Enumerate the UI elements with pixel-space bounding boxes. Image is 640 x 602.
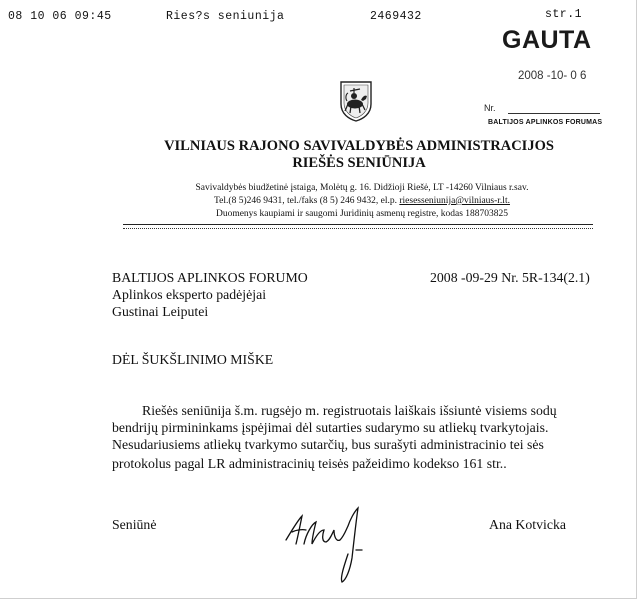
contact-line [0, 195, 636, 207]
received-organization: BALTIJOS APLINKOS FORUMAS [488, 119, 603, 126]
contact-email: riesesseniunija@vilniaus-r.lt. [399, 196, 510, 206]
organization-name: VILNIAUS RAJONO SAVIVALDYBĖS ADMINISTRACIJOS [164, 138, 554, 154]
body-line: protokolus pagal LR administracinių teisės pažeidimo kodekso 161 str.. [112, 456, 507, 471]
recipient-position: Aplinkos eksperto padėjėjai [112, 287, 267, 302]
fax-number: 2469432 [370, 10, 422, 23]
body-line: Nesudariusiems atliekų tvarkymo sutarčių, bus surašyti administracinio tei sės [112, 437, 544, 452]
organization-subdivision: RIEŠĖS SENIŪNIJA [292, 155, 426, 171]
letterhead-divider [123, 224, 593, 225]
address-line: Savivaldybės biudžetinė įstaiga, Molėtų g. 16. Didžioji Riešė, LT -14260 Vilniaus r.sav. [195, 183, 529, 193]
body-line: bendrijų pirmininkams įspėjimai dėl sutarties sudarymo su atliekų tvarkytojais. [112, 420, 549, 435]
received-stamp: GAUTA [502, 26, 592, 54]
received-nr-line [508, 113, 600, 114]
registry-line: Duomenys kaupiami ir saugomi Juridinių asmenų registre, kodas 188703825 [215, 209, 509, 219]
fax-page-number: str.1 [545, 8, 583, 21]
letterhead-divider-dotted [123, 228, 593, 229]
recipient-organization: BALTIJOS APLINKOS FORUMO [112, 270, 308, 285]
letter-subject: DĖL ŠUKŠLINIMO MIŠKE [112, 352, 274, 367]
received-nr-label: Nr. [484, 103, 496, 113]
recipient-name: Gustinai Leiputei [112, 304, 209, 319]
signer-title: Seniūnė [112, 517, 157, 532]
handwritten-signature [282, 500, 378, 586]
signer-name: Ana Kotvicka [489, 517, 567, 532]
fax-datetime: 08 10 06 09:45 [8, 10, 112, 23]
contact-phones: Tel.(8 5)246 9431, tel./faks (8 5) 246 9432, el.p. [214, 196, 400, 206]
document-date-reference: 2008 -09-29 Nr. 5R-134(2.1) [430, 270, 590, 285]
body-line: Riešės seniūnija š.m. rugsėjo m. registruotais laiškais išsiuntė visiems sodų [142, 403, 557, 418]
coat-of-arms-icon [339, 80, 373, 122]
received-date: 2008 -10- 0 6 [518, 70, 587, 82]
fax-sender: Ries?s seniunija [166, 10, 285, 23]
